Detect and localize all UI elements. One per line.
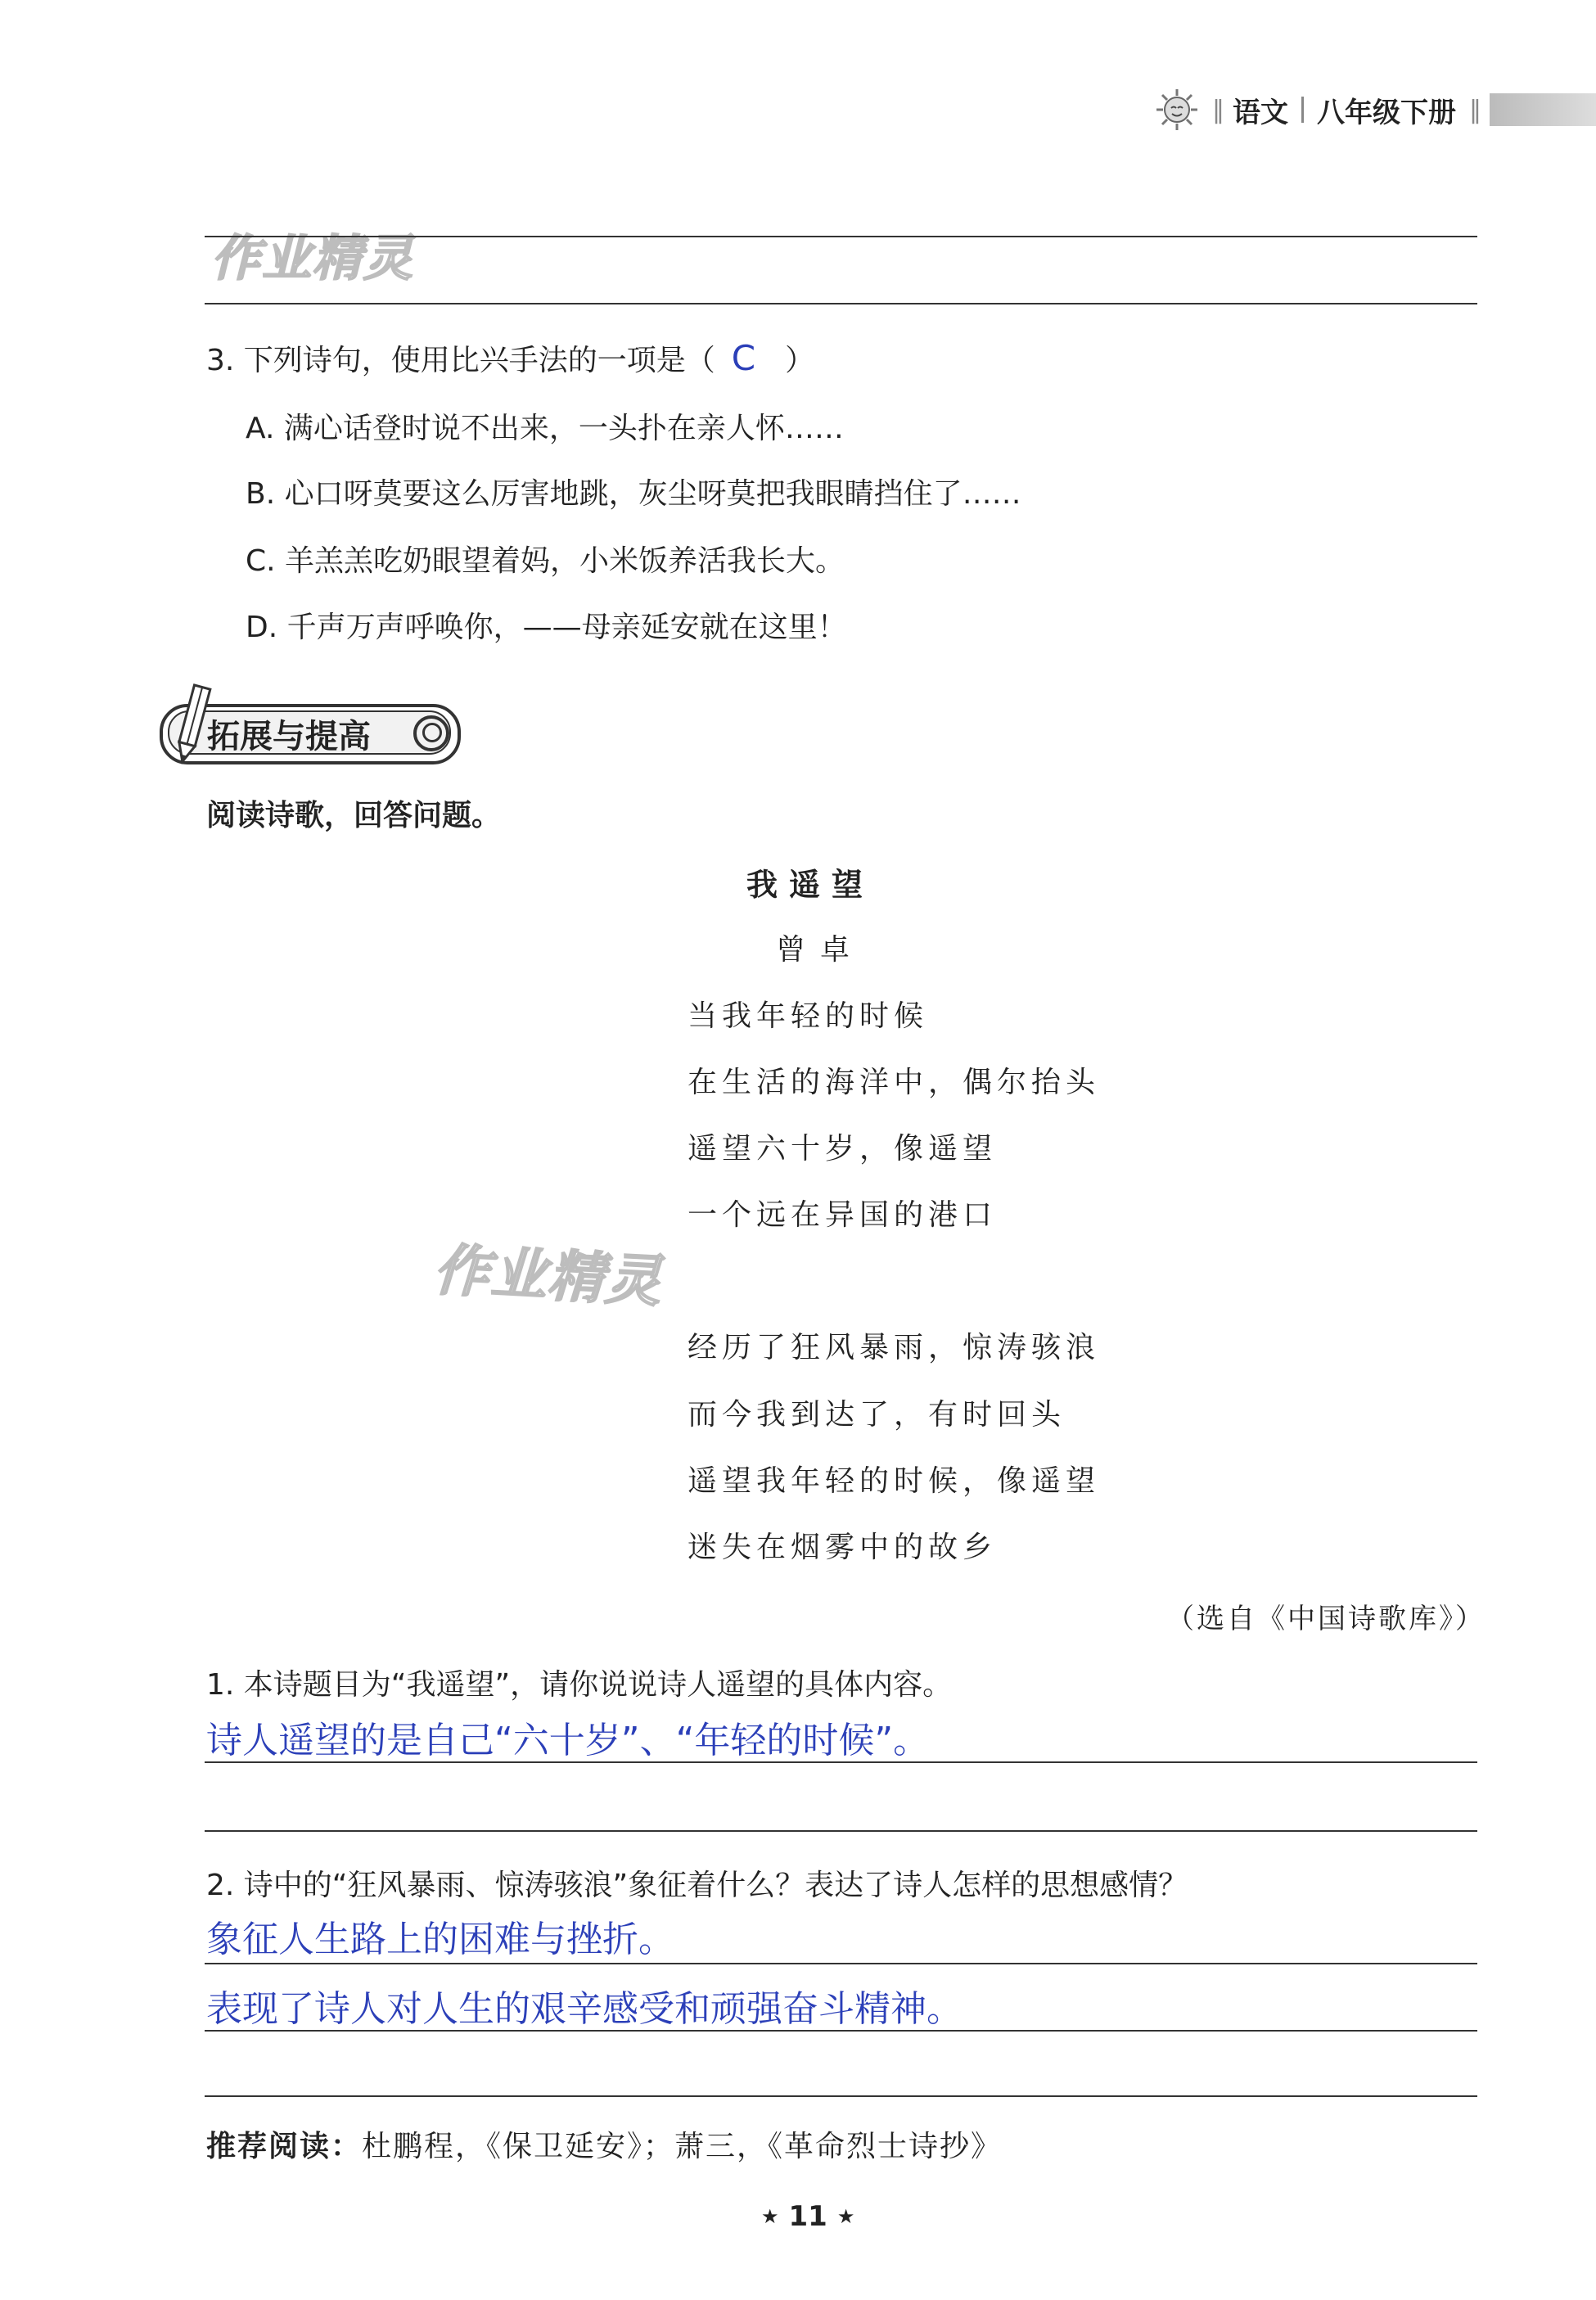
q3-close-paren: ） (785, 344, 815, 377)
poem-line: 当我年轻的时候 (688, 999, 929, 1033)
page-number: 11 (788, 2200, 827, 2233)
star-icon: ★ (836, 2205, 855, 2228)
poem-author: 曾卓 (776, 933, 865, 967)
answer-line (205, 303, 1477, 304)
q3-option-a: A. 满心话登时说不出来，一头扑在亲人怀…… (246, 412, 844, 445)
header-subject: 语文 (1233, 96, 1288, 129)
q3-answer: C (731, 338, 756, 378)
header-separator (1301, 97, 1304, 123)
reading-instruction: 阅读诗歌，回答问题。 (206, 799, 502, 832)
q3-option-b: B. 心口呀莫要这么厉害地跳，灰尘呀莫把我眼睛挡住了…… (246, 477, 1021, 511)
answer-line (205, 236, 1477, 237)
poem-line: 在生活的海洋中，偶尔抬头 (688, 1066, 1101, 1099)
recommended-reading (206, 2123, 1002, 2165)
q2-stem: 2. 诗中的“狂风暴雨、惊涛骇浪”象征着什么？表达了诗人怎样的思想感情？ (206, 1869, 1188, 1902)
section-badge (143, 696, 462, 769)
q1-stem: 1. 本诗题目为“我遥望”，请你说说诗人遥望的具体内容。 (206, 1668, 953, 1702)
badge-ring-inner-icon (422, 723, 442, 742)
watermark-top: 作业精灵 (211, 230, 414, 287)
poem-title: 我遥望 (746, 867, 875, 903)
poem-source: （选自《中国诗歌库》） (1166, 1603, 1486, 1635)
q2-answer-line1: 象征人生路上的困难与挫折。 (206, 1919, 674, 1960)
answer-line (205, 1830, 1477, 1832)
poem-line: 迷失在烟雾中的故乡 (688, 1531, 998, 1564)
poem-line: 遥望六十岁，像遥望 (688, 1132, 998, 1166)
page-header (1155, 88, 1596, 131)
page-footer (761, 2200, 854, 2233)
q1-answer: 诗人遥望的是自己“六十岁”、“年轻的时候”。 (206, 1720, 930, 1761)
recommended-text: 杜鹏程，《保卫延安》；萧三，《革命烈士诗抄》 (362, 2130, 1003, 2163)
header-bars-decoration: ‖ (1212, 95, 1220, 124)
recommended-label: 推荐阅读： (206, 2130, 363, 2163)
q3-stem-text: 3. 下列诗句，使用比兴手法的一项是（ (206, 344, 715, 377)
poem-line: 经历了狂风暴雨，惊涛骇浪 (688, 1331, 1101, 1364)
answer-line (205, 2030, 1477, 2032)
star-icon: ★ (761, 2205, 779, 2228)
section-title: 拓展与提高 (207, 718, 371, 755)
watermark-middle: 作业精灵 (431, 1238, 665, 1315)
q3-stem (206, 337, 814, 379)
q3-option-c: C. 羊羔羔吃奶眼望着妈，小米饭养活我长大。 (246, 544, 845, 578)
poem-line: 一个远在异国的港口 (688, 1198, 998, 1232)
header-bars-decoration-right: ‖ (1469, 95, 1477, 124)
q3-option-d: D. 千声万声呼唤你，——母亲延安就在这里！ (246, 611, 847, 644)
poem-line: 遥望我年轻的时候，像遥望 (688, 1464, 1101, 1498)
answer-line (205, 2095, 1477, 2097)
q2-answer-line2: 表现了诗人对人生的艰辛感受和顽强奋斗精神。 (206, 1988, 963, 2030)
header-grey-tab (1490, 93, 1596, 126)
sun-mascot-icon (1155, 88, 1199, 132)
answer-line (205, 1963, 1477, 1964)
header-grade: 八年级下册 (1317, 96, 1456, 129)
answer-line (205, 1761, 1477, 1763)
poem-line: 而今我到达了，有时回头 (688, 1398, 1066, 1432)
